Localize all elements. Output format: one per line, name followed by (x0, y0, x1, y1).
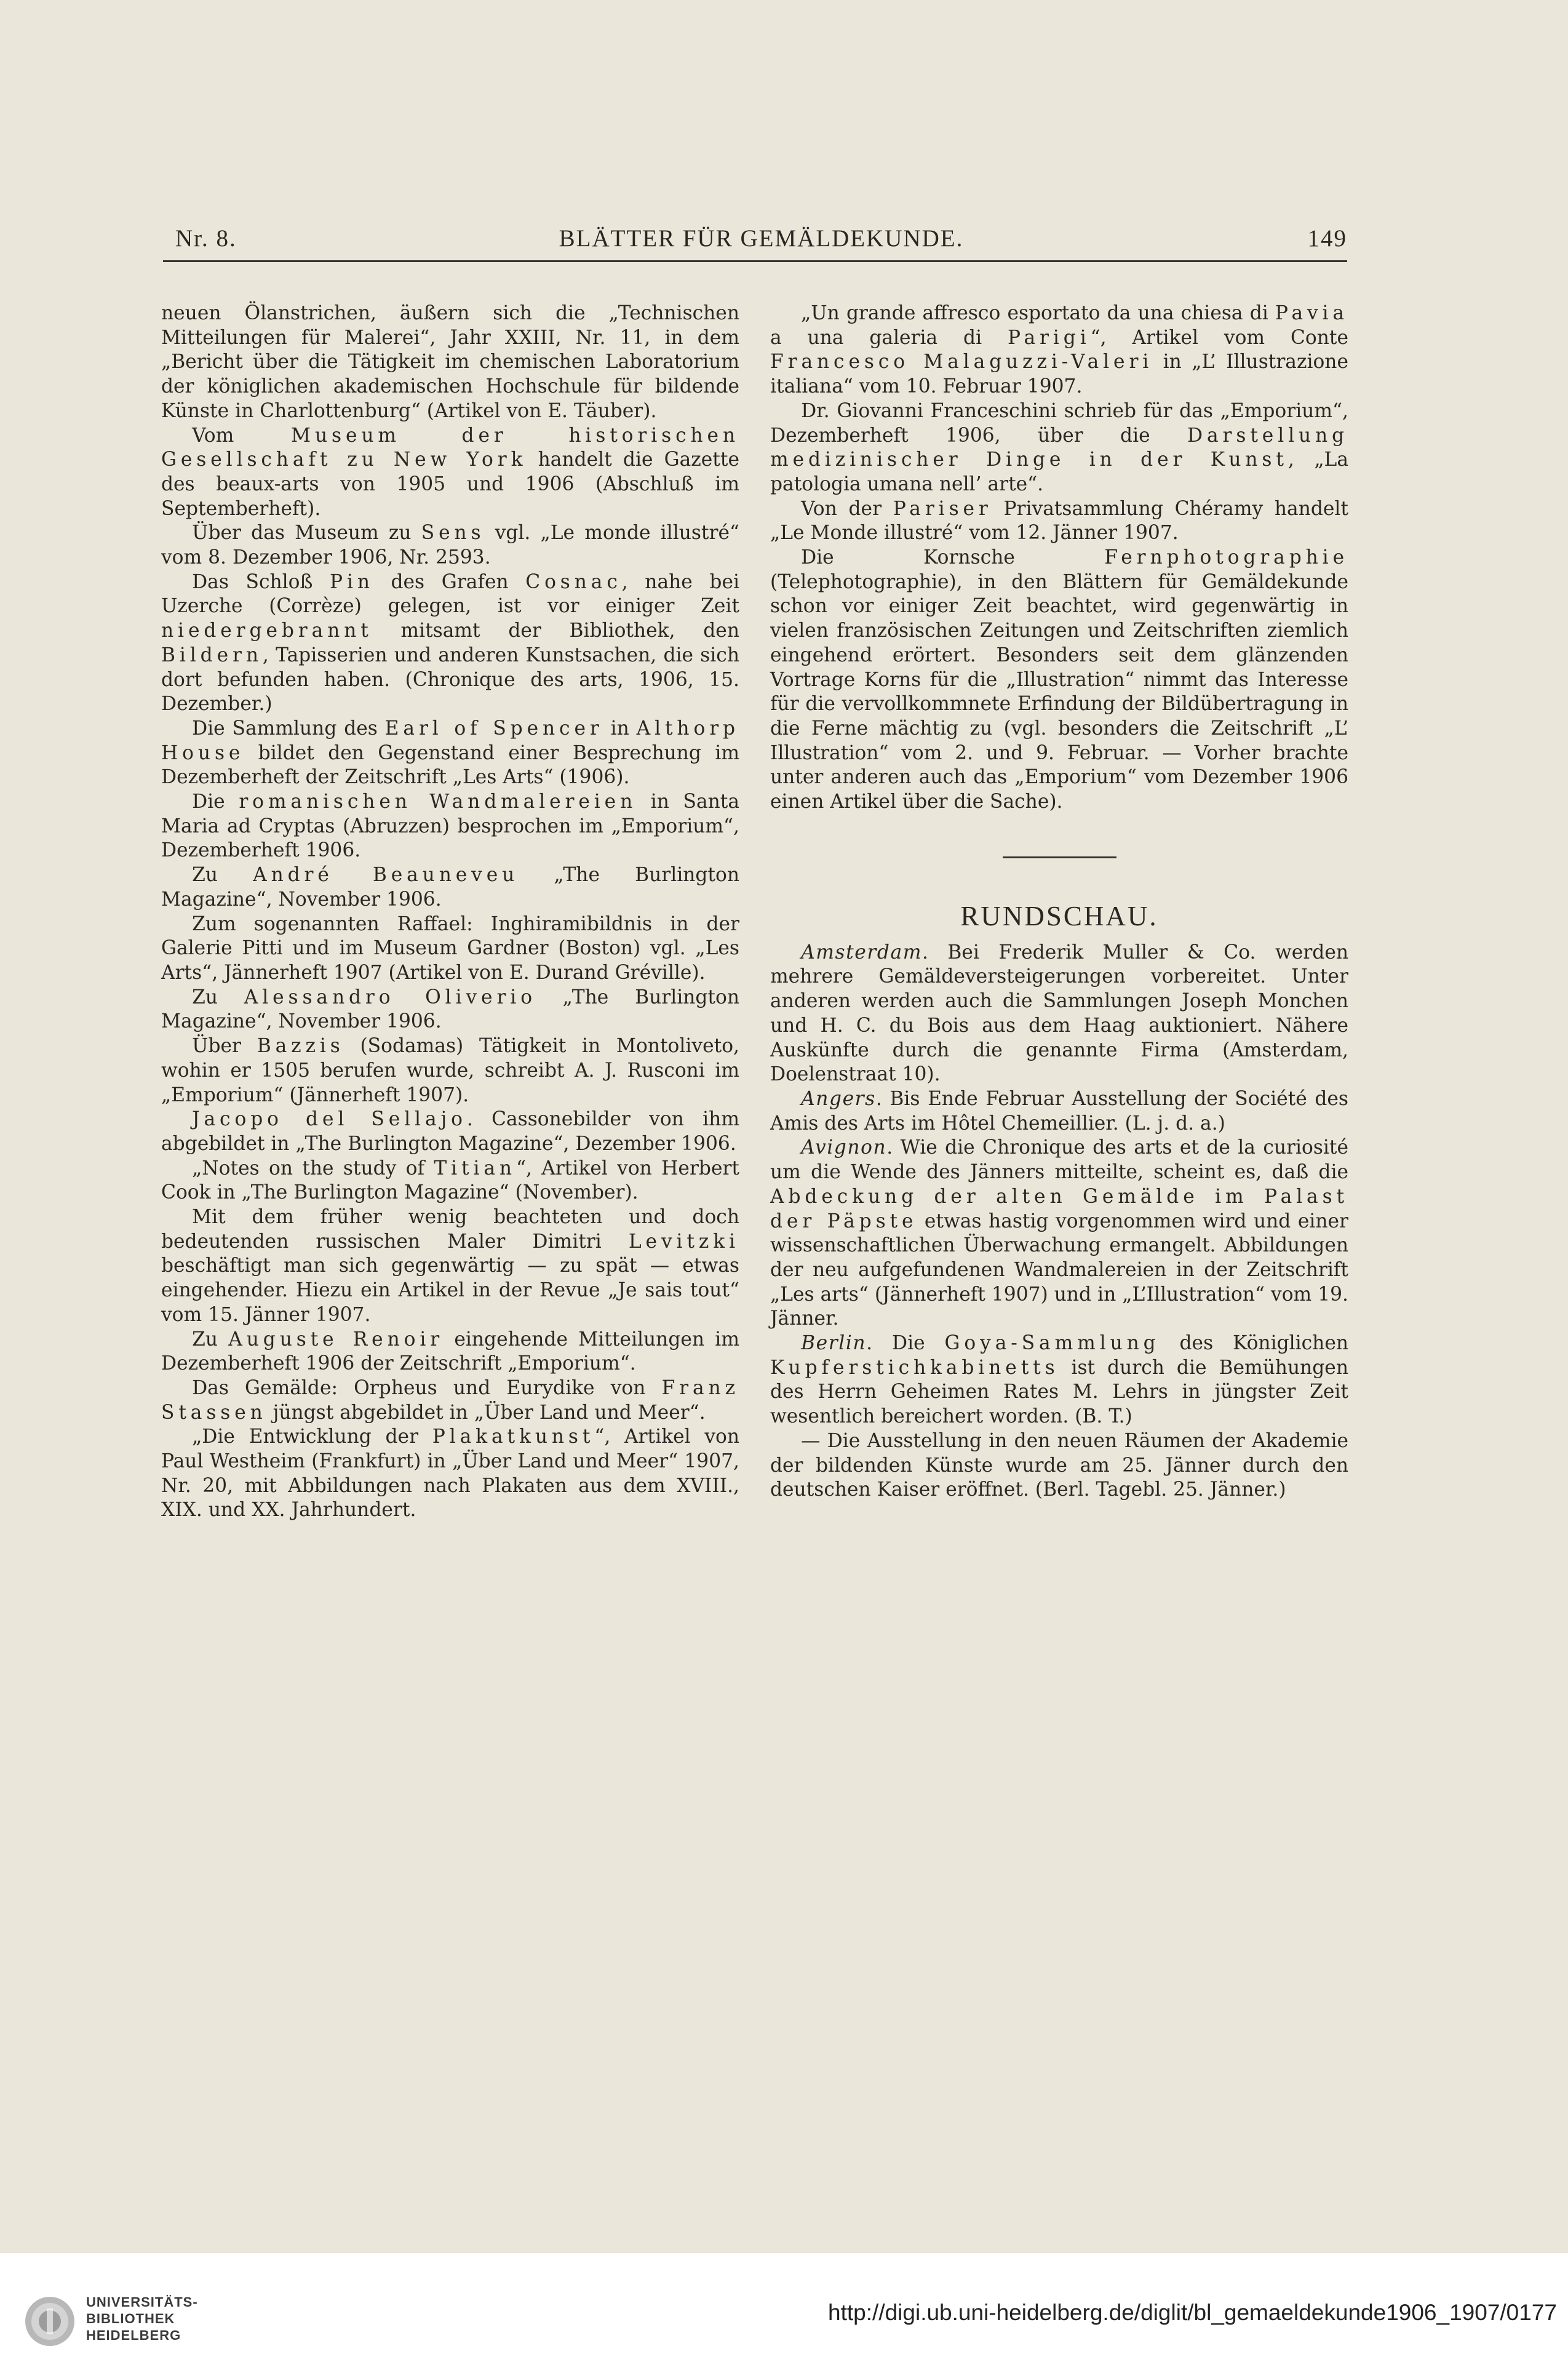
paragraph (161, 1107, 739, 1156)
paragraph (161, 717, 739, 790)
emphasized-text: Parigi (1007, 326, 1091, 349)
source-url[interactable]: http://digi.ub.uni-heidelberg.de/diglit/bl_gemaeldekunde1906_1907/0177 (828, 2300, 1557, 2325)
right-column-notes (770, 301, 1348, 815)
text-run: — Die Ausstellung in den neuen Räumen der Akademie der bildenden Künste wurde am 25. Jänner durch den deutschen Kaiser eröffnet. (Berl. Tagebl. 25. Jänner.) (770, 1429, 1348, 1501)
emphasized-text: Francesco Malaguzzi-Valeri (770, 351, 1153, 373)
emphasized-text: Alessandro Oliverio (244, 986, 536, 1008)
text-run: in „L’ Illustrazione italiana“ vom 10. Februar 1907. (770, 351, 1348, 398)
emphasized-text: romanischen Wandmalereien (239, 791, 637, 813)
text-run: Vom (192, 424, 292, 447)
text-run: Zu (192, 986, 244, 1008)
text-run: etwas hastig vorgenommen wird und einer wissenschaftlichen Überwachung ermangelt. Abbildungen der neu aufgefundenen Wandmalereien in der Zeitschrift „Les arts“ (Jännerheft 1907) und in „L’Illustration“ vom 19. Jänner. (770, 1210, 1348, 1330)
emphasized-text: Jacopo del Sellajo (192, 1108, 467, 1131)
text-run: a una galeria di (770, 326, 1008, 349)
emphasized-text: Pavia (1275, 302, 1348, 324)
running-header (175, 225, 1347, 261)
emphasized-text: Fernphotographie (1104, 546, 1348, 569)
text-run: Von der (801, 497, 893, 520)
text-run: Die Kornsche (801, 546, 1105, 569)
university-seal-icon (23, 2295, 76, 2348)
paragraph (770, 546, 1348, 815)
text-run: . Wie die Chronique des arts et de la curiosité um die Wende des Jänners mitteilte, scheint es, daß die (770, 1136, 1348, 1184)
paragraph (161, 1205, 739, 1328)
text-run: ist durch die Bemühungen des Herrn Geheimen Rates M. Lehrs in jüngster Zeit wesentlich bereichert worden. (B. T.) (770, 1356, 1348, 1428)
text-run: Zu (192, 1328, 229, 1351)
emphasized-text: Angers (801, 1087, 876, 1110)
paragraph (161, 1328, 739, 1376)
emphasized-text: Berlin (801, 1332, 867, 1355)
emphasized-text: Sens (421, 522, 485, 545)
text-run: „Notes on the study of (192, 1157, 434, 1179)
text-run: Zum sogenannten Raffael: Inghiramibildnis in der Galerie Pitti und im Museum Gardner (Boston) vgl. „Les Arts“, Jännerheft 1907 (Artikel von E. Durand Gréville). (161, 912, 739, 984)
emphasized-text: Darstellung medizinischer Dinge in der Kunst (770, 424, 1348, 471)
paragraph (161, 424, 739, 522)
logo-line: HEIDELBERG (86, 2328, 181, 2343)
right-column (770, 301, 1348, 1502)
text-run: Das Schloß (192, 570, 330, 593)
text-run: (Sodamas) Tätigkeit in Montoliveto, wohin er 1505 berufen wurde, schreibt A. J. Rusconi im „Emporium“ (Jännerheft 1907). (161, 1035, 739, 1106)
left-column (161, 301, 739, 1523)
emphasized-text: Althorp House (161, 717, 739, 764)
text-run: beschäftigt man sich gegenwärtig — zu spät — etwas eingehender. Hiezu ein Artikel in der Revue „Je sais tout“ vom 15. Jänner 1907. (161, 1255, 739, 1326)
text-run: eingehende Mitteilungen im Dezemberheft 1906 der Zeitschrift „Emporium“. (161, 1328, 739, 1375)
text-run: „Die Entwicklung der (192, 1426, 432, 1448)
text-run: , Tapisserien und anderen Kunstsachen, die sich dort befunden haben. (Chronique des arts, 1906, 15. Dezember.) (161, 644, 739, 716)
text-run: vgl. „Le monde illustré“ vom 8. Dezember 1906, Nr. 2593. (161, 522, 739, 569)
paragraph (161, 521, 739, 570)
paragraph (161, 790, 739, 863)
emphasized-text: Cosnac (525, 570, 622, 593)
paragraph (161, 1425, 739, 1523)
emphasized-text: Avignon (801, 1136, 887, 1159)
text-run: in (603, 717, 637, 740)
emphasized-text: Bildern (161, 644, 263, 666)
emphasized-text: Levitzki (628, 1230, 739, 1253)
emphasized-text: Museum der historischen Gesellschaft zu New York (161, 424, 739, 471)
emphasized-text: Franz Stassen (161, 1376, 739, 1424)
journal-title: BLÄTTER FÜR GEMÄLDEKUNDE. (559, 225, 964, 252)
library-logo-text (86, 2294, 198, 2344)
logo-line: UNIVERSITÄTS- (86, 2294, 198, 2310)
paragraph (770, 1136, 1348, 1331)
text-run: Die Sammlung des (192, 717, 385, 740)
paragraph (161, 912, 739, 986)
paragraph (161, 1376, 739, 1425)
paragraph (770, 1429, 1348, 1502)
text-run: Über (192, 1035, 257, 1058)
text-run: “, Artikel von Herbert Cook in „The Burlington Magazine“ (November). (161, 1157, 739, 1204)
emphasized-text: Kupferstichkabinetts (770, 1356, 1059, 1379)
rundschau-section (770, 941, 1348, 1502)
text-run: Privatsammlung Chéramy handelt „Le Monde illustré“ vom 12. Jänner 1907. (770, 497, 1349, 545)
text-run: in Santa Maria ad Cryptas (Abruzzen) besprochen im „Emporium“, Dezemberheft 1906. (161, 791, 739, 862)
section-heading: RUNDSCHAU. (960, 900, 1158, 932)
emphasized-text: Earl of Spencer (384, 717, 603, 740)
paragraph (770, 1087, 1348, 1136)
text-run: des Königlichen (1160, 1332, 1349, 1355)
emphasized-text: Auguste Renoir (228, 1328, 444, 1351)
text-run: handelt die Gazette des beaux-arts von 1905 und 1906 (Abschluß im Septemberheft). (161, 449, 739, 520)
emphasized-text: André Beauneveu (253, 864, 519, 887)
text-run: jüngst abgebildet in „Über Land und Meer“. (266, 1401, 706, 1424)
text-run: bildet den Gegenstand einer Besprechung im Dezemberheft der Zeitschrift „Les Arts“ (1906). (161, 741, 739, 789)
paragraph (161, 570, 739, 717)
paragraph (161, 863, 739, 912)
text-run: „Un grande affresco esportato da una chiesa di (801, 302, 1275, 324)
paragraph (770, 399, 1348, 497)
emphasized-text: Pariser (893, 497, 992, 520)
text-run: . Bei Frederik Muller & Co. werden mehrere Gemäldeversteigerungen vorbereitet. Unter anderen werden auch die Sammlungen Joseph Monchen und H. C. du Bois aus dem Haag auktioniert. Nähere Auskünfte durch die genannte Firma (Amsterdam, Doelenstraat 10). (770, 941, 1348, 1086)
text-run: Dr. Giovanni Franceschini schrieb für das „Emporium“, Dezemberheft 1906, über die (770, 399, 1348, 447)
text-run: “, Artikel vom Conte (1090, 326, 1349, 349)
paragraph (161, 1034, 739, 1107)
text-run: Die (192, 791, 239, 813)
text-run: Mit dem früher wenig beachteten und doch bedeutenden russischen Maler Dimitri (161, 1206, 739, 1253)
emphasized-text: Pin (330, 570, 374, 593)
text-run: Über das Museum zu (192, 522, 421, 545)
text-run: Zu (192, 864, 253, 887)
digitization-footer (0, 2253, 1568, 2370)
header-rule (163, 260, 1347, 262)
paragraph (161, 986, 739, 1034)
text-run: mitsamt der Bibliothek, den (372, 620, 739, 642)
paragraph (770, 301, 1348, 399)
paragraph (770, 1331, 1348, 1429)
emphasized-text: Goya-Sammlung (944, 1332, 1160, 1355)
page-number: 149 (1307, 225, 1347, 252)
paragraph (161, 301, 739, 424)
emphasized-text: Plakatkunst (432, 1426, 595, 1448)
text-run: . Cassonebilder von ihm abgebildet in „The Burlington Magazine“, Dezember 1906. (161, 1108, 739, 1155)
text-run: , „La patologia umana nell’ arte“. (770, 449, 1348, 495)
logo-line: BIBLIOTHEK (86, 2311, 175, 2326)
emphasized-text: Bazzis (257, 1035, 344, 1058)
text-run: (Telephotographie), in den Blättern für Gemäldekunde schon vor einiger Zeit beachtet, wird gegenwärtig in vielen französischen Zeitungen und Zeitschriften ziemlich eingehend erörtert. Besonders seit dem glänzenden Vortrage Korns für die „Illustration“ nimmt das Interesse für die vervollkommnete Erfindung der Bildübertragung in die Ferne mächtig zu (vgl. besonders die Zeitschrift „L’ Illustration“ vom 2. und 9. Februar. — Vorher brachte unter anderen auch das „Emporium“ vom Dezember 1906 einen Artikel über die Sache). (770, 570, 1348, 813)
section-separator (1003, 856, 1116, 858)
issue-number: Nr. 8. (175, 225, 237, 252)
emphasized-text: Amsterdam (801, 941, 922, 964)
text-run: „The Burlington Magazine“, November 1906. (161, 986, 739, 1033)
paragraph (770, 941, 1348, 1087)
text-run: . Bis Ende Februar Ausstellung der Société des Amis des Arts im Hôtel Chemeillier. (L. j. d. a.) (770, 1087, 1348, 1135)
text-run: “, Artikel von Paul Westheim (Frankfurt) in „Über Land und Meer“ 1907, Nr. 20, mit Abbildungen nach Plakaten aus dem XVIII., XIX. und XX. Jahrhundert. (161, 1426, 740, 1522)
paragraph (770, 497, 1348, 546)
text-run: des Grafen (373, 570, 526, 593)
emphasized-text: Abdeckung der alten Gemälde im Palast der Päpste (770, 1185, 1348, 1232)
text-run: neuen Ölanstrichen, äußern sich die „Technischen Mitteilungen für Malerei“, Jahr XXIII, Nr. 11, in dem „Bericht über die Tätigkeit im chemischen Laboratorium der königlichen akademischen Hochschule für bildende Künste in Charlottenburg“ (Artikel von E. Täuber). (161, 302, 739, 422)
emphasized-text: Titian (434, 1157, 516, 1179)
text-run: , nahe bei Uzerche (Corrèze) gelegen, ist vor einiger Zeit (161, 570, 739, 618)
text-run: . Die (866, 1332, 945, 1355)
text-run: „The Burlington Magazine“, November 1906. (161, 864, 739, 911)
paragraph (161, 1157, 739, 1205)
emphasized-text: niedergebrannt (161, 620, 373, 642)
text-run: Das Gemälde: Orpheus und Eurydike von (192, 1376, 662, 1399)
